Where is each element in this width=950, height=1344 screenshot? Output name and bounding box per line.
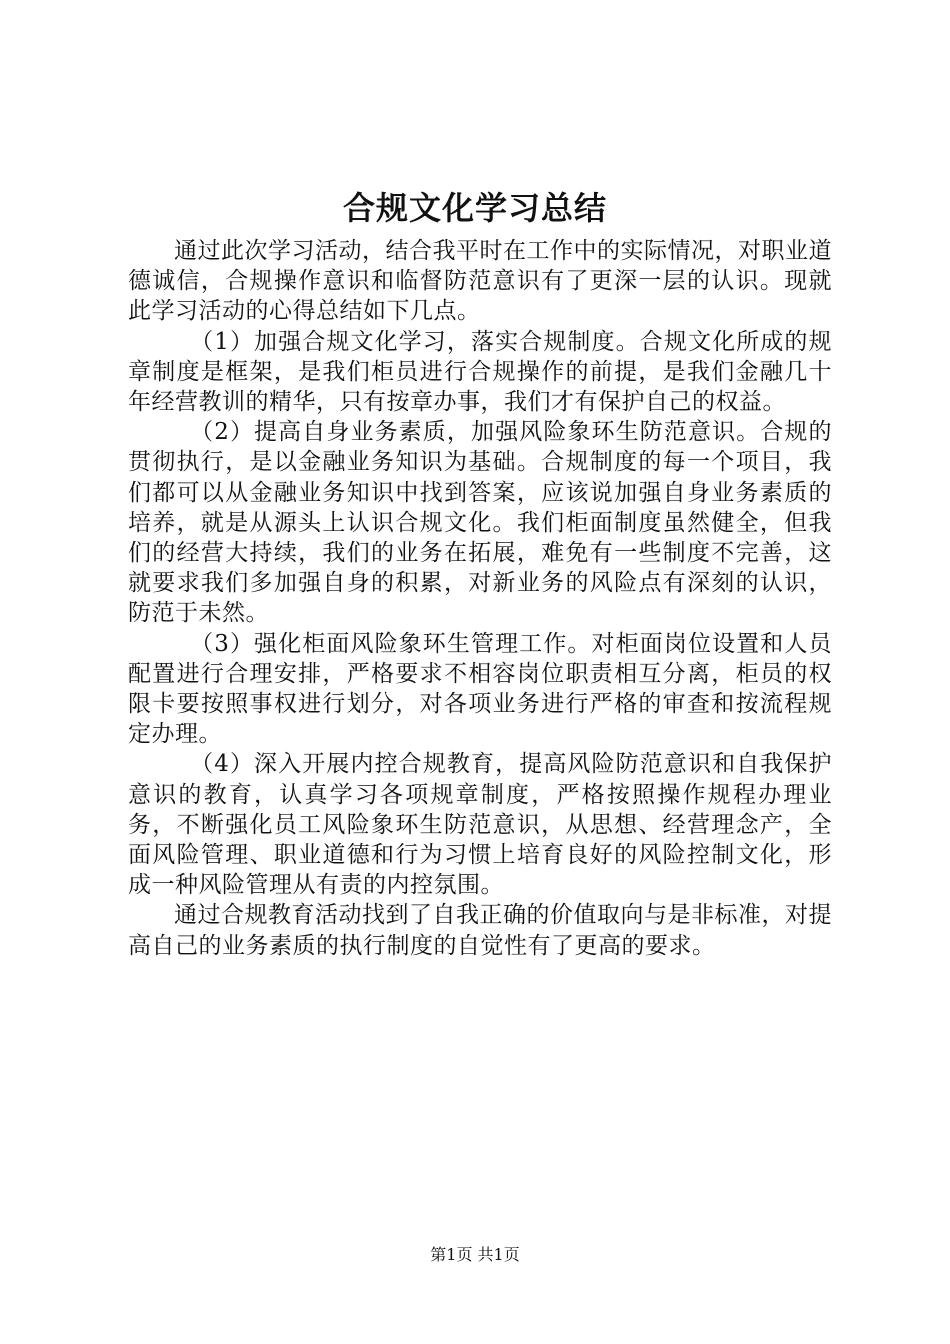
- document-title: 合规文化学习总结: [342, 189, 607, 227]
- paragraph-point-4: （4）深入开展内控合规教育，提高风险防范意识和自我保护意识的教育，认真学习各项规章制度，严格按照操作规程办理业务，不断强化员工风险象环生防范意识，从思想、经营理念产，全面风险管理、职业道德和行为习惯上培育良好的风险控制文化，形成一种风险管理从有责的内控氛围。: [128, 751, 832, 899]
- paragraph-point-1: （1）加强合规文化学习，落实合规制度。合规文化所成的规章制度是框架，是我们柜员进行合规操作的前提，是我们金融几十年经营教训的精华，只有按章办事，我们才有保护自己的权益。: [128, 328, 832, 416]
- page-footer: 第1页 共1页: [430, 1245, 520, 1264]
- paragraph-intro: 通过此次学习活动，结合我平时在工作中的实际情况，对职业道德诚信，合规操作意识和临督防范意识有了更深一层的认识。现就此学习活动的心得总结如下几点。: [128, 238, 832, 325]
- paragraph-conclusion: 通过合规教育活动找到了自我正确的价值取向与是非标准，对提高自己的业务素质的执行制度的自觉性有了更高的要求。: [128, 902, 832, 959]
- paragraph-point-2: （2）提高自身业务素质，加强风险象环生防范意识。合规的贯彻执行，是以金融业务知识为基础。合规制度的每一个项目，我们都可以从金融业务知识中找到答案，应该说加强自身业务素质的培养，就是从源头上认识合规文化。我们柜面制度虽然健全，但我们的经营大持续，我们的业务在拓展，难免有一些制度不完善，这就要求我们多加强自身的积累，对新业务的风险点有深刻的认识，防范于未然。: [128, 419, 832, 627]
- paragraph-point-3: （3）强化柜面风险象环生管理工作。对柜面岗位设置和人员配置进行合理安排，严格要求不相容岗位职责相互分离，柜员的权限卡要按照事权进行划分，对各项业务进行严格的审查和按流程规定办理。: [128, 630, 832, 748]
- document-body: [128, 236, 832, 961]
